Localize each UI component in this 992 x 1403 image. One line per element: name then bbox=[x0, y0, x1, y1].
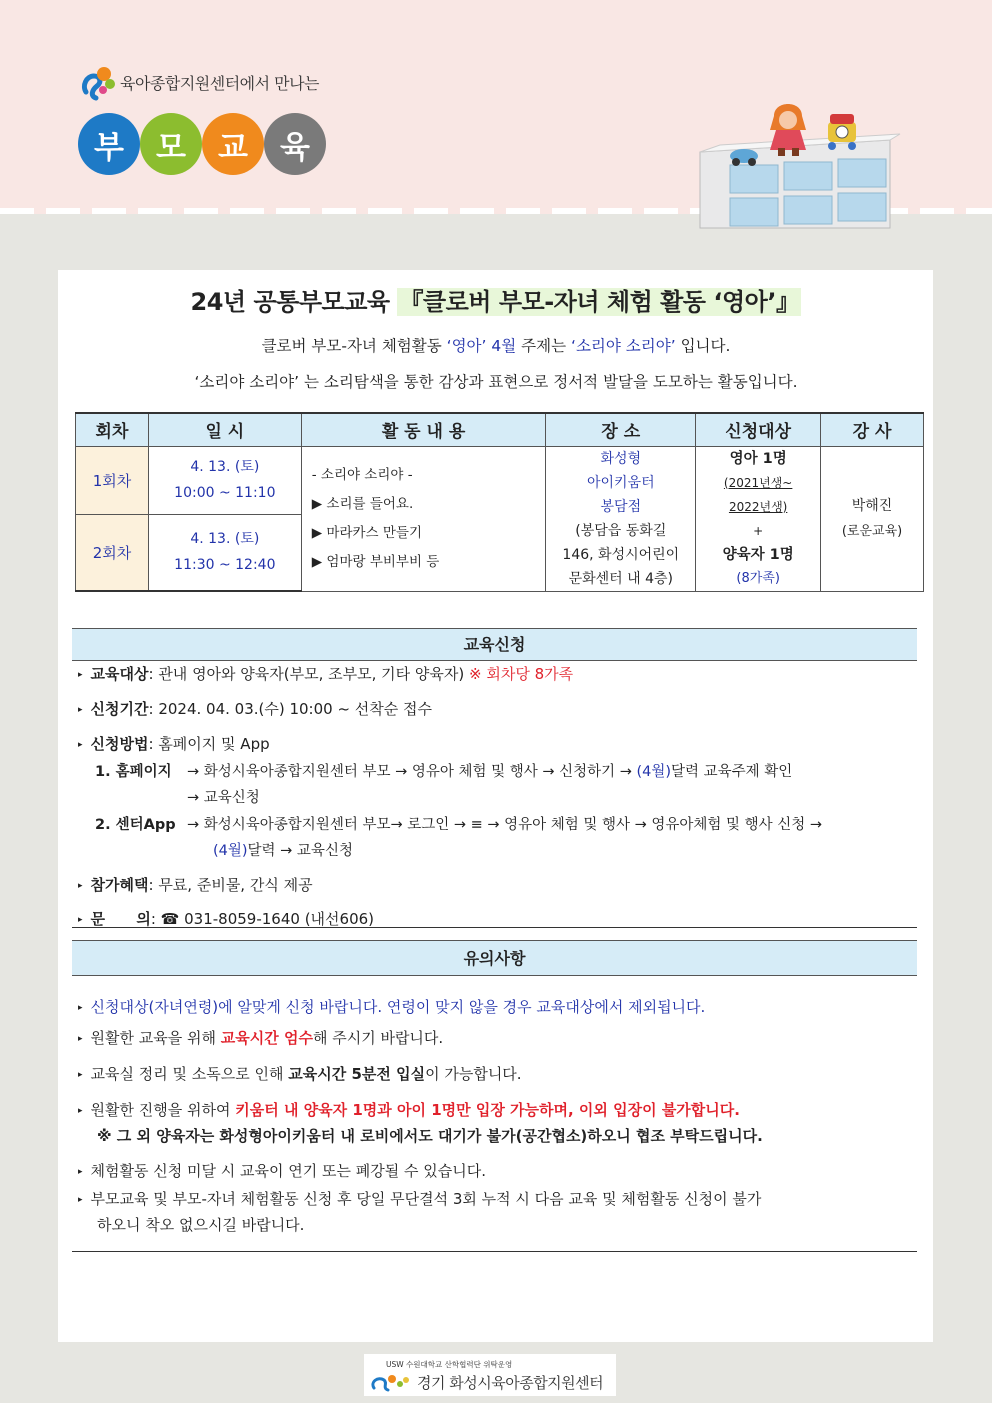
place-address: 문화센터 내 4층) bbox=[568, 570, 674, 587]
note-text: 이 가능합니다. bbox=[425, 1065, 522, 1083]
note-emphasis: 교육시간 5분전 입실 bbox=[288, 1065, 426, 1083]
bullet-arrow-icon: ▸ bbox=[78, 670, 83, 680]
target-birth-year: (2021년생~ bbox=[723, 475, 793, 490]
bullet-arrow-icon: ▸ bbox=[78, 1195, 83, 1205]
col-header-activity: 활 동 내 용 bbox=[301, 413, 546, 446]
center-logo-icon bbox=[80, 62, 116, 102]
note-text: 교육실 정리 및 소독으로 인해 bbox=[90, 1065, 284, 1083]
method-label: 2. 센터App bbox=[95, 817, 176, 833]
place-address: (봉담읍 동화길 bbox=[575, 522, 667, 539]
bullet-arrow-icon: ▸ bbox=[78, 1034, 83, 1044]
instructor-cell bbox=[821, 446, 924, 591]
note-text: 체험활동 신청 미달 시 교육이 연기 또는 폐강될 수 있습니다. bbox=[90, 1162, 486, 1180]
col-header-target: 신청대상 bbox=[696, 413, 821, 446]
session-time: 11:30 ~ 12:40 bbox=[174, 557, 276, 574]
col-header-instructor: 강 사 bbox=[821, 413, 924, 446]
activity-item: ▶ 소리를 들어요. bbox=[311, 495, 414, 512]
place-name: 아이키움터 bbox=[587, 474, 655, 491]
apply-section-heading: 교육신청 bbox=[72, 628, 917, 661]
method-month: (4월) bbox=[213, 843, 248, 859]
note-emphasis: 키움터 내 양육자 1명과 아이 1명만 입장 가능하며, 이외 입장이 불가합니다. bbox=[235, 1101, 740, 1119]
center-logo-icon bbox=[370, 1372, 412, 1392]
table-row bbox=[76, 446, 924, 514]
bullet-arrow-icon: ▸ bbox=[78, 1003, 83, 1013]
item-label: 문 의 bbox=[90, 910, 151, 928]
method-path: 달력 교육주제 확인 bbox=[671, 764, 793, 780]
bullet-arrow-icon: ▸ bbox=[78, 1106, 83, 1116]
session-date: 4. 13. (토) bbox=[190, 459, 260, 475]
note-emphasis: 교육시간 엄수 bbox=[220, 1029, 313, 1047]
note-item bbox=[78, 1160, 486, 1181]
note-item bbox=[78, 996, 705, 1017]
schedule-header-row bbox=[76, 413, 924, 446]
note-text: 해 주시기 바랍니다. bbox=[312, 1029, 444, 1047]
contact-item bbox=[78, 908, 374, 929]
note-item bbox=[78, 1099, 740, 1120]
contact-phone: : ☎ 031-8059-1640 (내선606) bbox=[150, 910, 375, 928]
method-app bbox=[95, 813, 822, 834]
note-item bbox=[78, 1188, 761, 1209]
bullet-arrow-icon: ▸ bbox=[78, 1167, 83, 1177]
item-value: : 무료, 준비물, 간식 제공 bbox=[148, 876, 313, 894]
apply-period-item bbox=[78, 698, 432, 719]
footer-center-name: 경기 화성시육아종합지원센터 bbox=[417, 1374, 604, 1392]
target-child: 영아 1명 bbox=[729, 450, 787, 467]
item-value: : 관내 영아와 양육자(부모, 조부모, 기타 양육자) bbox=[148, 665, 465, 683]
bullet-arrow-icon: ▸ bbox=[78, 881, 83, 891]
item-value: : 2024. 04. 03.(수) 10:00 ~ 선착순 접수 bbox=[148, 700, 433, 718]
notes-section-heading: 유의사항 bbox=[72, 940, 917, 976]
intro-highlight-month: ‘영아’ 4월 bbox=[446, 337, 517, 355]
title-char-circle: 모 bbox=[140, 113, 202, 175]
activity-item: ▶ 마라카스 만들기 bbox=[311, 524, 422, 541]
round-cell: 2회차 bbox=[76, 514, 149, 591]
instructor-org: (로운교육) bbox=[841, 523, 903, 539]
place-name: 화성형 bbox=[600, 450, 642, 467]
bullet-arrow-icon: ▸ bbox=[78, 740, 83, 750]
header-subtitle: 육아종합지원센터에서 만나는 bbox=[120, 73, 320, 93]
note-text: 신청대상(자녀연령)에 알맞게 신청 바랍니다. 연령이 맞지 않을 경우 교육대상에서 제외됩니다. bbox=[90, 998, 706, 1016]
title-prefix: 24년 공통부모교육 bbox=[190, 288, 390, 316]
col-header-place: 장 소 bbox=[546, 413, 696, 446]
section-divider bbox=[72, 1251, 917, 1252]
footer-operator: USW 수원대학교 산학협력단 위탁운영 bbox=[386, 1360, 513, 1369]
target-families: (8가족) bbox=[736, 570, 780, 586]
method-homepage bbox=[95, 760, 792, 781]
method-path: → 화성시육아종합지원센터 부모→ 로그인 → ≡ → 영유아 체험 및 행사 → 영유아체험 및 행사 신청 → bbox=[187, 817, 823, 833]
item-value: : 홈페이지 및 App bbox=[148, 735, 270, 753]
title-char-circle: 교 bbox=[202, 113, 264, 175]
intro-text: 입니다. bbox=[680, 337, 731, 355]
col-header-round: 회차 bbox=[76, 413, 149, 446]
activity-title: - 소리야 소리야 - bbox=[311, 466, 413, 483]
round-cell: 1회차 bbox=[76, 446, 149, 514]
title-highlight: 『클로버 부모-자녀 체험 활동 ‘영아’』 bbox=[399, 288, 800, 316]
apply-method-item bbox=[78, 733, 270, 754]
item-label: 참가혜택 bbox=[90, 876, 149, 894]
method-homepage-line2: → 교육신청 bbox=[187, 790, 260, 806]
toy-shelf-illustration bbox=[690, 90, 920, 230]
intro-line-2: ‘소리야 소리야’ 는 소리탐색을 통한 감상과 표현으로 정서적 발달을 도모하는 활동입니다. bbox=[194, 373, 798, 391]
target-guardian: 양육자 1명 bbox=[722, 546, 794, 563]
item-note: ※ 회차당 8가족 bbox=[469, 665, 574, 683]
note-continuation: 하오니 착오 없으시길 바랍니다. bbox=[97, 1216, 305, 1234]
target-plus: + bbox=[753, 523, 764, 538]
section-divider bbox=[72, 927, 917, 928]
method-label: 1. 홈페이지 bbox=[95, 764, 172, 780]
method-path: 달력 → 교육신청 bbox=[247, 843, 353, 859]
note-text: 원활한 교육을 위해 bbox=[90, 1029, 216, 1047]
col-header-datetime: 일 시 bbox=[148, 413, 301, 446]
brand bbox=[80, 62, 319, 102]
activity-item: ▶ 엄마랑 부비부비 등 bbox=[311, 553, 440, 570]
title-char-circle: 육 bbox=[264, 113, 326, 175]
session-date: 4. 13. (토) bbox=[190, 531, 260, 548]
apply-target-item bbox=[78, 663, 573, 684]
note-item bbox=[78, 1027, 443, 1048]
datetime-cell bbox=[148, 514, 301, 591]
method-month: (4월) bbox=[636, 764, 672, 780]
bullet-arrow-icon: ▸ bbox=[78, 705, 83, 715]
target-birth-year: 2022년생) bbox=[728, 499, 788, 514]
activity-cell bbox=[301, 446, 546, 591]
bullet-arrow-icon: ▸ bbox=[78, 1070, 83, 1080]
note-text: 부모교육 및 부모-자녀 체험활동 신청 후 당일 무단결석 3회 누적 시 다음 교육 및 체험활동 신청이 불가 bbox=[90, 1190, 762, 1208]
benefit-item bbox=[78, 874, 313, 895]
place-cell bbox=[546, 446, 696, 591]
schedule-table bbox=[75, 412, 924, 592]
intro-highlight-theme: ‘소리야 소리야’ bbox=[571, 337, 676, 355]
footer-logo bbox=[364, 1354, 616, 1396]
intro-line-1 bbox=[0, 334, 992, 356]
item-label: 신청방법 bbox=[90, 735, 149, 753]
header-title-circles bbox=[78, 113, 326, 175]
intro-text: 주제는 bbox=[521, 337, 567, 355]
title-char-circle: 부 bbox=[78, 113, 140, 175]
session-time: 10:00 ~ 11:10 bbox=[174, 485, 276, 501]
intro-text: 클로버 부모-자녀 체험활동 bbox=[261, 337, 442, 355]
instructor-name: 박해진 bbox=[851, 497, 893, 514]
note-subnote: ※ 그 외 양육자는 화성형아이키움터 내 로비에서도 대기가 불가(공간협소)하오니 협조 부탁드립니다. bbox=[97, 1127, 763, 1145]
item-label: 교육대상 bbox=[90, 665, 149, 683]
document-title bbox=[0, 282, 992, 317]
method-app-line2 bbox=[213, 839, 353, 860]
datetime-cell bbox=[148, 446, 301, 514]
method-path: → 화성시육아종합지원센터 부모 → 영유아 체험 및 행사 → 신청하기 → bbox=[187, 764, 632, 780]
place-address: 146, 화성시어린이 bbox=[562, 546, 680, 563]
place-name: 봉담점 bbox=[600, 498, 642, 515]
bullet-arrow-icon: ▸ bbox=[78, 915, 83, 925]
item-label: 신청기간 bbox=[90, 700, 149, 718]
target-cell bbox=[696, 446, 821, 591]
note-item bbox=[78, 1063, 522, 1084]
note-text: 원활한 진행을 위하여 bbox=[90, 1101, 231, 1119]
